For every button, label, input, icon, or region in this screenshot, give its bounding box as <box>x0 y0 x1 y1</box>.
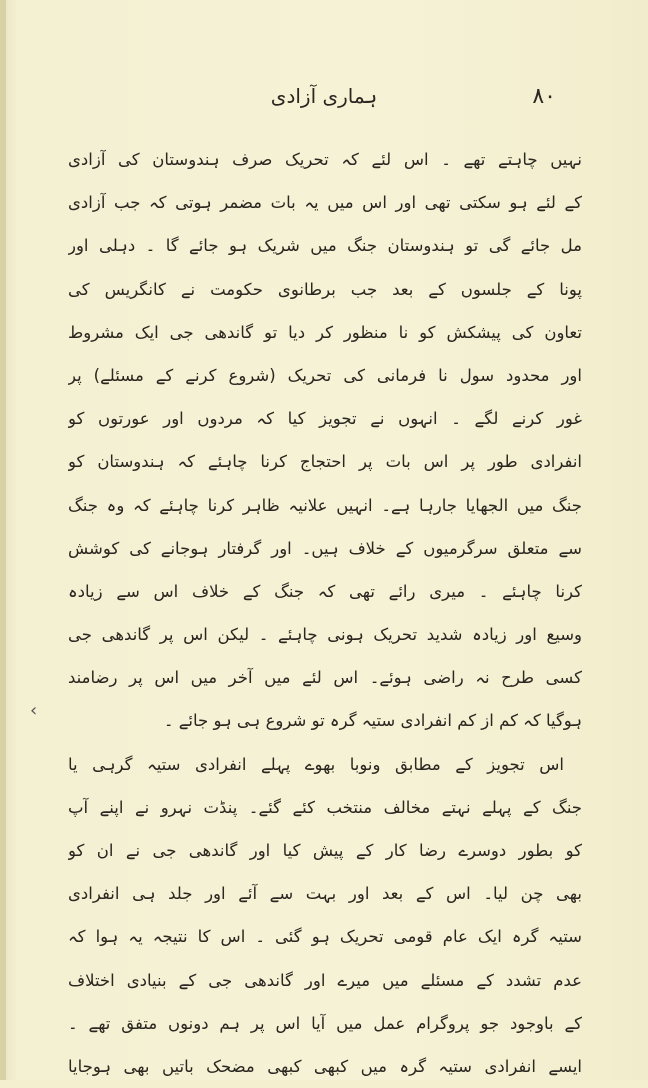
text-line: سے متعلق سرگرمیوں کے خلاف ہیں۔ اور گرفتار ہوجانے کی کوشش <box>68 538 582 558</box>
text-line: بھی چن لیا۔ اس کے بعد اور بہت سے آئے اور جلد ہی انفرادی <box>68 884 582 904</box>
body-text <box>68 138 582 1088</box>
text-line: کسی طرح نہ راضی ہوئے۔ اس لئے میں آخر میں اس پر رضامند <box>68 668 582 688</box>
text-line: مل جائے گی تو ہندوستان جنگ میں شریک ہو جائے گا ۔ دہلی اور <box>68 236 582 256</box>
text-line: وسیع اور زیادہ شدید تحریک ہونی چاہئے ۔ لیکن اس پر گاندھی جی <box>68 625 582 645</box>
text-line: ستیہ گرہ ایک عام قومی تحریک ہو گئی ۔ اس کا نتیجہ یہ ہوا کہ <box>68 927 582 947</box>
text-line: جنگ میں الجھایا جارہا ہے۔ انہیں علانیہ ظاہر کرنا چاہئے کہ وہ جنگ <box>68 495 582 515</box>
margin-mark: ‹ <box>30 700 38 721</box>
text-line: کے باوجود جو پروگرام عمل میں آیا اس پر ہم دونوں متفق تھے ۔ <box>68 1013 582 1033</box>
running-title: ہماری آزادی <box>270 84 378 108</box>
text-line: ہوگیا کہ کم از کم انفرادی ستیہ گرہ تو شروع ہی ہو جائے ۔ <box>163 711 582 731</box>
text-line: انفرادی طور پر اس بات پر احتجاج کرنا چاہئے کہ ہندوستان کو <box>68 452 582 472</box>
text-line: تعاون کی پیشکش کو نا منظور کر دیا تو گاندھی جی ایک مشروط <box>68 322 582 342</box>
page-header <box>92 84 556 124</box>
text-line: کو بطور دوسرے رضا کار کے پیش کیا اور گاندھی جی نے ان کو <box>68 841 582 860</box>
text-line: پونا کے جلسوں کے بعد جب برطانوی حکومت نے کانگریس کی <box>68 279 582 299</box>
text-line: اور محدود سول نا فرمانی کی تحریک (شروع کرنے کے مسئلے) پر <box>68 365 582 385</box>
text-line: غور کرنے لگے ۔ انہوں نے تجویز کیا کہ مردوں اور عورتوں کو <box>68 409 582 429</box>
text-line: کے لئے ہو سکتی تھی اور اس میں یہ بات مضمر ہوتی کہ جب آزادی <box>68 193 582 213</box>
page-number: ۸۰ <box>532 84 556 109</box>
text-line: جنگ کے پہلے نہتے مخالف منتخب کئے گئے۔ پنڈت نہرو نے اپنے آپ <box>68 797 582 817</box>
text-line: ایسے انفرادی ستیہ گرہ میں کبھی کبھی مضحک باتیں بھی ہوجایا <box>68 1056 582 1076</box>
text-line: کرنا چاہئے ۔ میری رائے تھی کہ جنگ کے خلاف اس سے زیادہ <box>68 581 582 601</box>
text-line: اس تجویز کے مطابق ونوبا بھوے پہلے انفرادی ستیہ گرہی یا <box>68 754 564 774</box>
text-line: عدم تشدد کے مسئلے میں میرے اور گاندھی جی کے بنیادی اختلاف <box>68 970 582 990</box>
text-line: نہیں چاہتے تھے ۔ اس لئے کہ تحریک صرف ہندوستان کی آزادی <box>68 150 582 169</box>
